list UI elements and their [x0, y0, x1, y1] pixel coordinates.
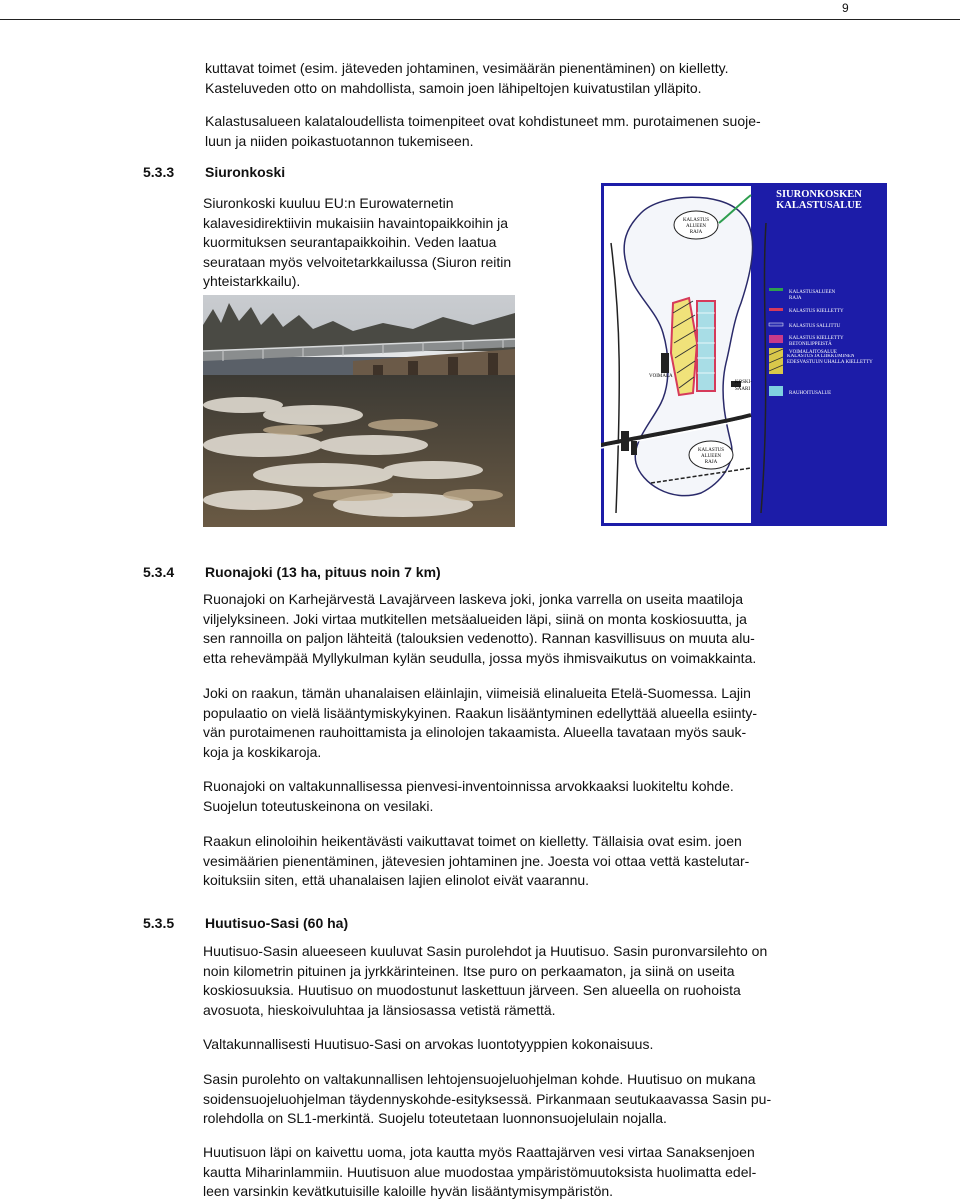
text-line: leen varsinkin kevätkutuisille kaloille hyvän lisääntymisympäristön.: [203, 1183, 614, 1199]
text-line: Joki on raakun, tämän uhanalaisen eläinlajin, viimeisiä elinalueita Etelä-Suomessa. Lajin: [203, 685, 751, 701]
map-label-bottom-3: RAJA: [704, 460, 718, 465]
text-line: Kasteluveden otto on mahdollista, samoin joen lähipeltojen kuivatustilan ylläpito.: [205, 79, 702, 96]
text-line: seurataan myös velvoitetarkkailussa (Siuron reitin: [203, 253, 512, 270]
header-rule: [0, 19, 960, 20]
section-535-paragraph-4: [203, 1143, 756, 1202]
section-534-paragraph-3: [203, 777, 734, 816]
text-line: kuormituksen seurantapaikkoihin. Veden laatua: [203, 234, 497, 250]
legend-swatch-protected: [769, 386, 783, 396]
text-line: kuttavat toimet (esim. jäteveden johtaminen, vesimäärän pienentäminen) on kielletty.: [205, 60, 729, 76]
text-line: Huutisuo-Sasin alueeseen kuuluvat Sasin purolehdot ja Huutisuo. Sasin puronvarsilehto on: [203, 943, 768, 959]
map-label-top-1: KALASTUS: [682, 218, 710, 223]
text-line: Ruonajoki on valtakunnallisessa pienvesi-inventoinnissa arvokkaaksi luokiteltu kohde.: [203, 778, 734, 794]
text-line: Sasin purolehto on valtakunnallisen lehtojensuojeluohjelman kohde. Huutisuo on mukana: [203, 1071, 756, 1087]
text-line: koituksiin siten, että uhanalaisen lajien elinolot eivät vaarannu.: [203, 872, 590, 888]
legend-label: KALASTUS JA LIIKKUMINEN EDESVASTUUN UHALLA KIELLETTY: [787, 354, 873, 365]
siuronkoski-fishing-area-map: [601, 183, 887, 526]
legend-label: KALASTUS SALLITTU: [789, 324, 841, 329]
text-line: viljelyksineen. Joki virtaa mutkitellen metsäalueiden läpi, siinä on monta koskiosuutta, ja: [203, 610, 747, 627]
text-line: rolehdolla on SL1-merkintä. Suojelu toteutetaan luonnonsuojelulain nojalla.: [203, 1110, 667, 1126]
text-line: Raakun elinoloihin heikentävästi vaikuttavat toimet on kielletty. Tällaisia ovat esim. joen: [203, 833, 742, 849]
legend-label: RAUHOITUSALUE: [789, 391, 832, 396]
section-title: Ruonajoki (13 ha, pituus noin 7 km): [205, 564, 441, 580]
section-535-paragraph-3: [203, 1070, 771, 1129]
legend-swatch-concrete: [769, 335, 783, 343]
text-line: yhteistarkkailu).: [203, 273, 301, 289]
legend-label: KALASTUS KIELLETTY: [789, 336, 844, 341]
text-line: koja ja koskikaroja.: [203, 743, 322, 760]
intro-paragraph-2: [205, 112, 761, 151]
intro-paragraph-1: [205, 59, 728, 98]
text-line: Suojelun toteutuskeinona on vesilaki.: [203, 797, 434, 814]
text-line: Kalastusalueen kalataloudellista toimenpiteet ovat kohdistuneet mm. purotaimenen suoje-: [205, 113, 761, 129]
section-534-paragraph-4: [203, 832, 749, 891]
section-number: 5.3.3: [143, 164, 175, 180]
text-line: noin kilometrin pituinen ja jyrkkärinteinen. Itse puro on perkaamaton, ja siinä on useita: [203, 962, 735, 979]
section-534-paragraph-2: [203, 684, 757, 762]
text-line: kautta Miharinlammiin. Huutisuon alue muodostaa ympäristömuutoksista huolimatta edel-: [203, 1163, 757, 1180]
text-line: koskiosuuksia. Huutisuo on muodostunut laskettuun järveen. Sen alueella on ruohoista: [203, 982, 741, 998]
map-label-bottom-1: KALASTUS: [697, 448, 725, 453]
legend-swatch-boundary: [769, 288, 783, 291]
legend-label: KALASTUSALUEEN: [789, 290, 836, 295]
legend-label: KALASTUS KIELLETTY: [789, 309, 844, 314]
section-title: Siuronkoski: [205, 164, 286, 180]
text-line: Huutisuon läpi on kaivettu uoma, jota kautta myös Raattajärven vesi virtaa Sanaksenjoen: [203, 1144, 755, 1160]
section-533-text: [203, 194, 511, 292]
text-line: Ruonajoki on Karhejärvestä Lavajärveen laskeva joki, jonka varrella on useita maatiloja: [203, 591, 744, 607]
legend-label: RAJA: [789, 296, 802, 301]
map-label-top-2: ALUEEN: [686, 224, 706, 229]
map-label-koski-1: KOSKI-: [735, 380, 752, 385]
text-line: vesimäärien pienentäminen, jätevesien johtaminen jne. Joesta voi ottaa vettä kastelutar-: [203, 852, 750, 869]
text-line: vän purotaimenen rauhoittamista ja elinolojen takaamista. Alueella tavataan myös sauk-: [203, 724, 747, 740]
map-label-bottom-2: ALUEEN: [701, 454, 721, 459]
section-535-paragraph-1: [203, 942, 767, 1020]
text-line: etta rehevämpää Myllykulman kylän seudulla, jossa myös ihmisvaikutus on voimakkainta.: [203, 649, 757, 666]
text-line: luun ja niiden poikastuotannon tukemiseen.: [205, 132, 474, 149]
legend-label: BETONILIPPEISTÄ: [789, 342, 832, 347]
text-line: avosuota, hieskoivuluhtaa ja länsiosassa vetistä rämettä.: [203, 1001, 556, 1018]
map-title-line1: SIURONKOSKEN: [776, 189, 862, 200]
map-label-koski-2: SAARI: [735, 387, 751, 392]
text-line: kalavesidirektiivin mukaisiin havaintopaikkoihin ja: [203, 214, 509, 231]
legend-label-wrap: [787, 354, 883, 380]
text-line: populaatio on vielä lisääntymiskykyinen. Raakun lisääntyminen edellyttää alueella esiinty-: [203, 704, 758, 721]
page-number: 9: [842, 1, 849, 15]
legend-label: VOIMALAITOSALUE: [789, 350, 837, 355]
siuronkoski-dam-photo: [203, 295, 515, 527]
section-title: Huutisuo-Sasi (60 ha): [205, 915, 349, 931]
legend-swatch-allowed: [769, 323, 783, 326]
section-number: 5.3.5: [143, 915, 175, 931]
text-line: Siuronkoski kuuluu EU:n Eurowaternetin: [203, 195, 454, 211]
text-line: sen rannoilla on paljon lähteitä (talouksien vedenotto). Rannan kasvillisuus on muuta alu-: [203, 630, 755, 646]
section-535-paragraph-2: [203, 1035, 653, 1055]
map-label-voimala: VOIMALA: [649, 374, 673, 379]
map-label-top-3: RAJA: [689, 230, 703, 235]
map-title-line2: KALASTUSALUE: [776, 200, 862, 211]
section-534-paragraph-1: [203, 590, 756, 668]
legend-swatch-prohibited: [769, 308, 783, 311]
text-line: Valtakunnallisesti Huutisuo-Sasi on arvokas luontotyyppien kokonaisuus.: [203, 1036, 654, 1052]
section-number: 5.3.4: [143, 564, 175, 580]
text-line: soidensuojeluohjelman täydennyskohde-esityksessä. Pirkanmaan seutukaavassa Sasin pu-: [203, 1090, 772, 1107]
